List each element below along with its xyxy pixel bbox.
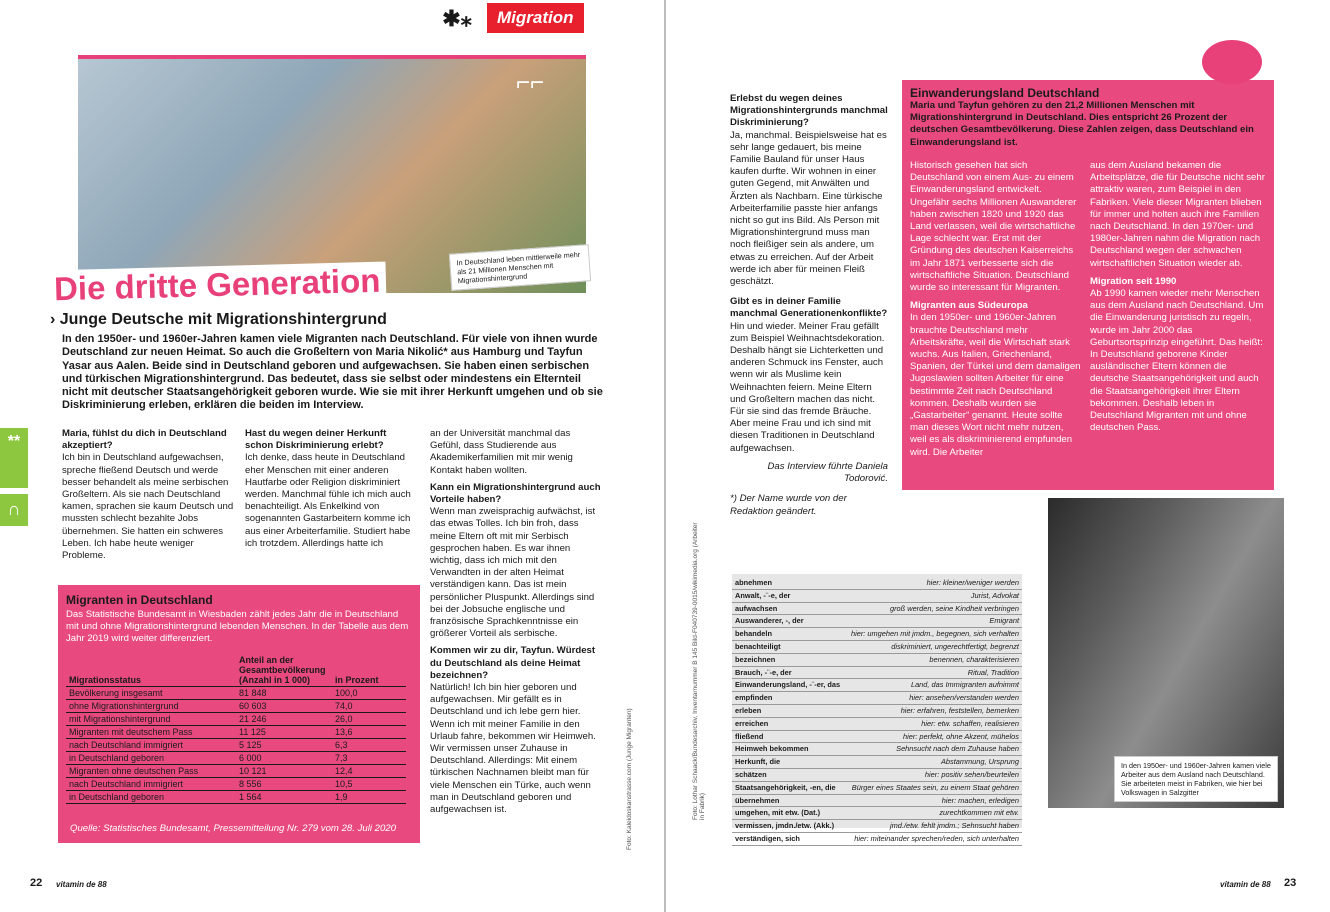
factory-photo xyxy=(1048,498,1284,808)
table-cell: nach Deutschland immigriert xyxy=(66,777,236,790)
side-asterisk-icon: ** xyxy=(0,428,28,488)
box-paragraph: Ab 1990 kamen wieder mehr Menschen aus dem Ausland nach Deutschland. Um die Einwanderung juristisch zu regeln, wurde im Jahr 2000 das Geburtsortsprinzip eingeführt. Das heißt: In Deutschland geborene Kinder ausländischer Eltern können die deutsche Staatsangehörigkeit und auch die Staatsangehörigkeit ihrer Eltern bekommen. Deshalb leben in Deutschland Migranten mit und ohne deutschen Pass. xyxy=(1090,288,1264,434)
table-cell: in Deutschland geboren xyxy=(66,751,236,764)
box-lead: Maria und Tayfun gehören zu den 21,2 Millionen Menschen mit Migrationshintergrund in Deutschland. Dies entspricht 26 Prozent der deutschen Gesamtbevölkerung. Diese Zahlen zeigen, dass Deutschland ein Einwanderungsland ist. xyxy=(910,100,1254,148)
subtitle-text: Junge Deutsche mit Migrationshintergrund xyxy=(59,311,387,328)
table-cell: 1 564 xyxy=(236,790,332,803)
vocab-definition: Ritual, Tradition xyxy=(967,667,1019,677)
vocab-definition: Abstammung, Ursprung xyxy=(940,757,1019,767)
subtitle: › Junge Deutsche mit Migrationshintergrund xyxy=(50,311,387,328)
footnote: *) Der Name wurde von der Redaktion geändert. xyxy=(730,493,847,517)
box-text: Das Statistische Bundesamt in Wiesbaden zählt jedes Jahr die in Deutschland mit und ohne Migrationshintergrund lebenden Menschen. In der Tabelle aus dem Jahr 2019 wird weiter differenziert. xyxy=(66,609,409,645)
vocab-word: umgehen, mit etw. (Dat.) xyxy=(735,808,821,818)
magazine-name: vitamin de 88 xyxy=(56,880,107,889)
vocab-row xyxy=(732,756,1022,769)
vocab-row xyxy=(732,743,1022,756)
vocab-word: erreichen xyxy=(735,718,769,728)
table-cell: ohne Migrationshintergrund xyxy=(66,699,236,712)
table-cell: in Deutschland geboren xyxy=(66,790,236,803)
vocab-word: erleben xyxy=(735,705,762,715)
arrow-decoration-icon: ⌐⌐ xyxy=(516,69,545,96)
table-row xyxy=(66,699,406,712)
box-source: Quelle: Statistisches Bundesamt, Pressemitteilung Nr. 279 vom 28. Juli 2020 xyxy=(70,822,396,834)
answer: Wenn man zweisprachig aufwächst, ist das etwas Tolles. Ich bin froh, dass meine Eltern oft mit mir Serbisch gesprochen haben. Es war ihnen wichtig, dass ich mich mit den Verwandten in der alten Heimat verständigen kann. Das ist mein persönlicher Pluspunkt. Allerdings sind bei der Jobsuche englische und französische Sprachkenntnisse ein größerer Vorteil als serbische. xyxy=(430,506,596,640)
table-cell: 8 556 xyxy=(236,777,332,790)
photo-credit: Foto: Lothar Schaack/Bundesarchiv, Inventarnummer B 145 Bild-F040739-0015/wikimedia.org (Arbeiter in Fabrik) xyxy=(692,522,706,820)
interview-col3 xyxy=(430,428,602,816)
vocab-row xyxy=(732,654,1022,667)
vocab-definition: Jurist, Advokat xyxy=(970,590,1019,600)
table-header: in Prozent xyxy=(332,654,406,687)
vocab-word: behandeln xyxy=(735,629,772,639)
interview-col1 xyxy=(62,428,234,562)
vocab-definition: diskriminiert, ungerechtfertigt, begrenzt xyxy=(891,641,1019,651)
question: Kann ein Migrationshintergrund auch Vorteile haben? xyxy=(430,481,601,506)
interview-credit: Das Interview führte Daniela Todorović. xyxy=(767,460,888,485)
page-number: 22 xyxy=(30,877,43,889)
question: Kommen wir zu dir, Tayfun. Würdest du Deutschland als deine Heimat bezeichnen? xyxy=(430,645,596,681)
vocab-word: empfinden xyxy=(735,693,773,703)
vocab-definition: hier: etw. schaffen, realisieren xyxy=(921,718,1019,728)
table-row xyxy=(66,777,406,790)
answer: Ich bin in Deutschland aufgewachsen, spreche fließend Deutsch und werde besser behandelt als meine serbischen Großeltern. Als sie nach Deutschland kamen, sprachen sie kaum Deutsch und mussten schlecht bezahlte Jobs übernehmen. Sie hatten ein schweres Leben. Ich habe heute weniger Probleme. xyxy=(62,452,234,562)
table-header: Migrationsstatus xyxy=(66,654,236,687)
box-heading: Migranten aus Südeuropa xyxy=(910,300,1028,312)
einwanderungsland-box xyxy=(902,80,1274,490)
right-page xyxy=(666,0,1330,912)
vocab-definition: hier: positiv sehen/beurteilen xyxy=(924,769,1019,779)
table-cell: 12,4 xyxy=(332,764,406,777)
table-cell: 10,5 xyxy=(332,777,406,790)
vocab-definition: Sehnsucht nach dem Zuhause haben xyxy=(896,744,1019,754)
box-col1 xyxy=(910,160,1082,459)
vocab-word: aufwachsen xyxy=(735,603,778,613)
vocab-row xyxy=(732,731,1022,744)
table-row xyxy=(66,712,406,725)
interview-col2 xyxy=(245,428,417,550)
vocab-definition: hier: erfahren, feststellen, bemerken xyxy=(900,705,1019,715)
hero-photo xyxy=(78,55,586,293)
question: Hast du wegen deiner Herkunft schon Diskriminierung erlebt? xyxy=(245,428,387,452)
section-badge[interactable]: Migration xyxy=(487,3,584,33)
question: Maria, fühlst du dich in Deutschland akzeptiert? xyxy=(62,428,227,452)
box-heading: Migration seit 1990 xyxy=(1090,275,1177,287)
vocab-row xyxy=(732,833,1022,846)
vocab-row xyxy=(732,577,1022,590)
vocab-row xyxy=(732,679,1022,692)
vocab-definition: Emigrant xyxy=(989,616,1019,626)
vocab-definition: hier: ansehen/verstanden werden xyxy=(909,693,1019,703)
table-cell: 21 246 xyxy=(236,712,332,725)
vocab-definition: hier: umgehen mit jmdm., begegnen, sich verhalten xyxy=(850,629,1019,639)
box-paragraph: Historisch gesehen hat sich Deutschland von einem Aus- zu einem Einwanderungsland entwickelt. Ungefähr sechs Millionen Auswanderer haben zwischen 1820 und 1920 das Land verlassen, weil die wirtschaftliche Lage schlecht war. Erst mit der Gründung des deutschen Kaiserreichs im Jahr 1871 verbesserte sich die wirtschaftliche Situation. Deutschland wurde so interessant für Migranten. xyxy=(910,160,1077,294)
interview-right-col xyxy=(730,93,888,518)
migranten-box xyxy=(58,585,420,843)
question: Gibt es in deiner Familie manchmal Generationenkonflikte? xyxy=(730,296,888,320)
vocab-row xyxy=(732,807,1022,820)
table-cell: 11 125 xyxy=(236,725,332,738)
box-paragraph: aus dem Ausland bekamen die Arbeitsplätze, die für Deutsche nicht sehr attraktiv waren, zum Beispiel in den Fabriken. Viele dieser Migranten blieben für immer und holten auch ihre Familien nach Deutschland. In den 1970er- und 1980er-Jahren nahm die Migration nach Deutschland wegen der schwachen wirtschaftlichen Situation wieder ab. xyxy=(1090,160,1265,269)
table-cell: Bevölkerung insgesamt xyxy=(66,686,236,699)
vocab-row xyxy=(732,820,1022,833)
answer: Hin und wieder. Meiner Frau gefällt zum Beispiel Weihnachtsdekoration. Deshalb hängt sie Lichterketten und anderen Schmuck ins Fenster, auch wenn wir als Muslime kein Weihnachten feiern. Meine Eltern und Großeltern machen das nicht. Für sie sind das fremde Bräuche. Aber meine Frau und ich sind mit diesen Traditionen in Deutschland aufgewachsen. xyxy=(730,320,885,454)
box-title: Migranten in Deutschland xyxy=(66,593,213,607)
page-number: 23 xyxy=(1284,877,1297,889)
vocab-row xyxy=(732,615,1022,628)
table-header: Anteil an der Gesamtbevölkerung (Anzahl in 1 000) xyxy=(236,654,332,687)
table-row xyxy=(66,725,406,738)
vocab-word: Auswanderer, -, der xyxy=(735,616,804,626)
hero-photo-caption: In Deutschland leben mittlerweile mehr als 21 Millionen Menschen mit Migrationshintergrund xyxy=(449,244,591,291)
vocabulary-list xyxy=(732,574,1022,843)
photo-credit: Foto: Kaleidoskanstrasse.com (Junge Migranten) xyxy=(626,708,633,850)
table-cell: 7,3 xyxy=(332,751,406,764)
table-cell: 5 125 xyxy=(236,738,332,751)
table-cell: 81 848 xyxy=(236,686,332,699)
table-cell: 74,0 xyxy=(332,699,406,712)
vocab-word: Einwanderungsland, -¨-er, das xyxy=(735,680,841,690)
vocab-row xyxy=(732,705,1022,718)
headphones-icon[interactable]: ∩ xyxy=(0,494,28,526)
vocab-definition: Bürger eines Staates sein, zu einem Staat gehören xyxy=(851,782,1019,792)
table-row xyxy=(66,686,406,699)
left-page xyxy=(0,0,664,912)
asterisk-logo-icon: ✱⁎ xyxy=(442,6,472,31)
table-cell: 10 121 xyxy=(236,764,332,777)
answer: Natürlich! Ich bin hier geboren und aufgewachsen. Mir gefällt es in Deutschland und ich lebe gern hier. Wenn ich mit meiner Familie in den Urlaub fahre, bekommen wir Heimweh. Wir vermissen unser Zuhause in Deutschland. Allerdings: Mit einem türkischen Nachnamen bleibt man für viele Menschen ein Türke, auch wenn man in Deutschland geboren und aufgewachsen ist. xyxy=(430,682,596,816)
vocab-definition: groß werden, seine Kindheit verbringen xyxy=(889,603,1019,613)
box-title: Einwanderungsland Deutschland xyxy=(910,86,1100,100)
vocab-word: Heimweh bekommen xyxy=(735,744,809,754)
table-row xyxy=(66,751,406,764)
vocab-word: Anwalt, -¨-e, der xyxy=(735,590,791,600)
vocab-definition: Land, das Immigranten aufnimmt xyxy=(910,680,1019,690)
table-cell: 6,3 xyxy=(332,738,406,751)
vocab-word: Brauch, -¨-e, der xyxy=(735,667,792,677)
vocab-row xyxy=(732,603,1022,616)
vocab-definition: hier: perfekt, ohne Akzent, mühelos xyxy=(903,731,1019,741)
table-cell: 26,0 xyxy=(332,712,406,725)
vocab-definition: benennen, charakterisieren xyxy=(929,654,1019,664)
table-cell: Migranten ohne deutschen Pass xyxy=(66,764,236,777)
vocab-word: benachteiligt xyxy=(735,641,781,651)
table-row xyxy=(66,738,406,751)
paint-splash-icon xyxy=(1202,40,1262,84)
box-col2 xyxy=(1090,160,1266,434)
vocab-word: Herkunft, die xyxy=(735,757,781,767)
vocab-row xyxy=(732,641,1022,654)
vocab-row xyxy=(732,628,1022,641)
vocab-word: bezeichnen xyxy=(735,654,776,664)
vocab-word: schätzen xyxy=(735,769,767,779)
vocab-row xyxy=(732,718,1022,731)
page-title: Die dritte Generation xyxy=(48,262,387,309)
table-cell: 6 000 xyxy=(236,751,332,764)
question: Erlebst du wegen deines Migrationshintergrunds manchmal Diskriminierung? xyxy=(730,93,888,129)
vocab-word: Staatsangehörigkeit, -en, die xyxy=(735,782,836,792)
factory-photo-caption: In den 1950er- und 1960er-Jahren kamen viele Arbeiter aus dem Ausland nach Deutschland. Sie arbeiteten meist in Fabriken, wie hier bei Volkswagen in Salzgitter xyxy=(1114,756,1278,802)
lead-paragraph: In den 1950er- und 1960er-Jahren kamen viele Migranten nach Deutschland. Für viele von ihnen wurde Deutschland zur neuen Heimat. So auch die Großeltern von Maria Nikolić* aus Hamburg und Tayfun Yasar aus Aalen. Beide sind in Deutschland geboren und aufgewachsen. Sie haben einen serbischen und türkischen Migrationshintergrund. Das bedeutet, dass sie selbst oder mindestens ein Elternteil nicht mit deutscher Staatsangehörigkeit geboren wurde. Wie sie mit ihrer Herkunft umgehen und ob sie Diskriminierung erleben, erklären die beiden im Interview. xyxy=(62,333,603,412)
vocab-word: übernehmen xyxy=(735,795,780,805)
answer: an der Universität manchmal das Gefühl, dass Studierende aus Akademikerfamilien mit mir wenig Kontakt haben wollten. xyxy=(430,428,573,476)
table-row xyxy=(66,790,406,803)
table-cell: 100,0 xyxy=(332,686,406,699)
table-row xyxy=(66,764,406,777)
table-cell: nach Deutschland immigriert xyxy=(66,738,236,751)
vocab-row xyxy=(732,782,1022,795)
vocab-row xyxy=(732,692,1022,705)
vocab-row xyxy=(732,769,1022,782)
table-header-row xyxy=(66,654,406,687)
migration-table xyxy=(66,654,406,804)
vocab-definition: zurechtkommen mit etw. xyxy=(939,808,1019,818)
table-cell: Migranten mit deutschem Pass xyxy=(66,725,236,738)
vocab-definition: hier: machen, erledigen xyxy=(941,795,1019,805)
table-cell: 13,6 xyxy=(332,725,406,738)
vocab-row xyxy=(732,795,1022,808)
answer: Ich denke, dass heute in Deutschland eher Menschen mit einer anderen Hautfarbe oder Religion diskriminiert werden. Manchmal fühle ich mich auch benachteiligt. Als Enkelkind von sogenannten Gastarbeitern komme ich aus einer Arbeiterfamilie. Studiert habe ich trotzdem. Allerdings hatte ich xyxy=(245,452,411,549)
vocab-word: verständigen, sich xyxy=(735,833,800,843)
vocab-definition: jmd./etw. fehlt jmdm.; Sehnsucht haben xyxy=(890,821,1019,831)
magazine-name: vitamin de 88 xyxy=(1220,880,1271,889)
table-cell: 60 603 xyxy=(236,699,332,712)
vocab-word: fließend xyxy=(735,731,764,741)
answer: Ja, manchmal. Beispielsweise hat es sehr lange gedauert, bis meine Familie Bauland für unser Haus kaufen durfte. Wir wohnen in einer guten Gegend, mit Anwälten und Ärzten als Nachbarn. Eine türkische Arbeiterfamilie passte hier anfangs nicht so gut ins Bild. Als Person mit Migrationshintergrund muss man noch fleißiger sein als andere, um etwas zu erreichen. Auf der Arbeit werde ich aber für meinen Fleiß geschätzt. xyxy=(730,129,887,288)
box-paragraph: In den 1950er- und 1960er-Jahren brauchte Deutschland mehr Arbeitskräfte, weil die Wirtschaft stark wuchs. Aus Italien, Griechenland, Spanien, der Türkei und dem damaligen Jugoslawien sollten Arbeiter für eine bestimmte Zeit nach Deutschland kommen. Deshalb wurden sie „Gastarbeiter“ genannt. Heute sollte man dieses Wort nicht mehr nutzen, weil es als diskriminierend empfunden wird. Die Arbeiter xyxy=(910,312,1081,458)
vocab-word: abnehmen xyxy=(735,578,772,587)
table-cell: 1,9 xyxy=(332,790,406,803)
vocab-definition: hier: miteinander sprechen/reden, sich unterhalten xyxy=(854,833,1019,843)
vocab-row xyxy=(732,590,1022,603)
vocab-word: vermissen, jmdn./etw. (Akk.) xyxy=(735,821,835,831)
vocab-definition: hier: kleiner/weniger werden xyxy=(926,578,1019,587)
table-cell: mit Migrationshintergrund xyxy=(66,712,236,725)
vocab-row xyxy=(732,667,1022,680)
